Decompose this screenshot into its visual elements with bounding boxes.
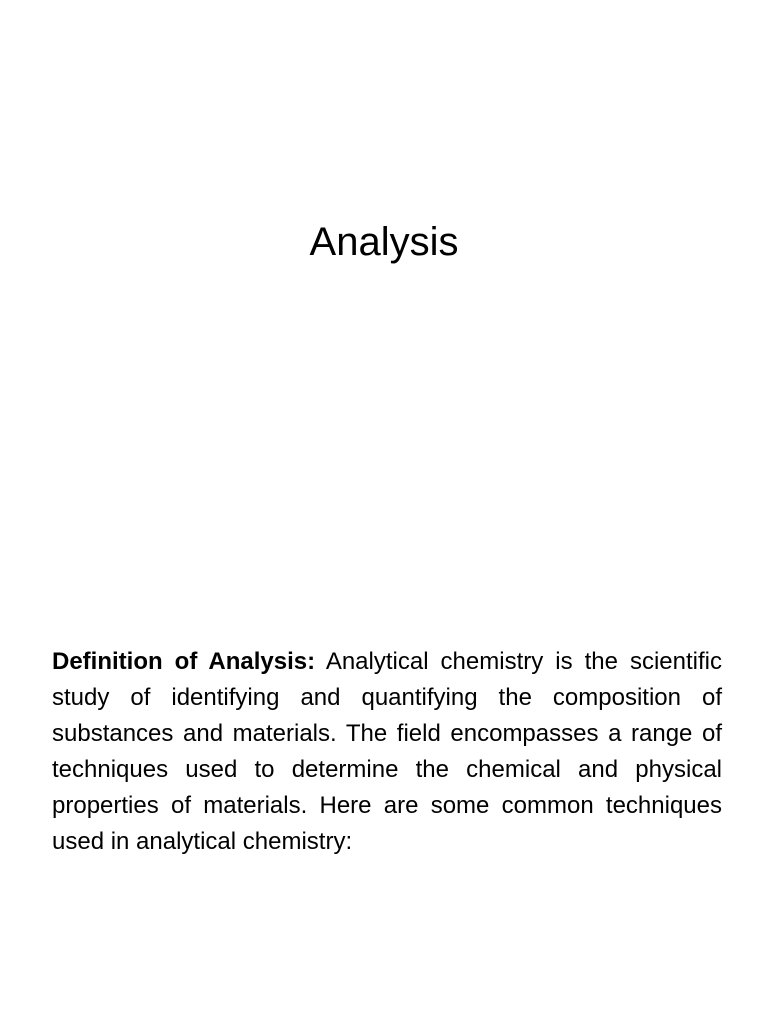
definition-text: Analytical chemistry is the scientific study of identifying and quantifying the composition of substances and materials. The field encompasses a range of techniques used to determine the chemical and physical properties of materials. Here are some common techniques used in analytical chemistry: xyxy=(52,648,722,855)
definition-paragraph xyxy=(52,644,722,860)
definition-label: Definition of Analysis: xyxy=(52,648,316,675)
slide-title: Analysis xyxy=(309,220,459,264)
